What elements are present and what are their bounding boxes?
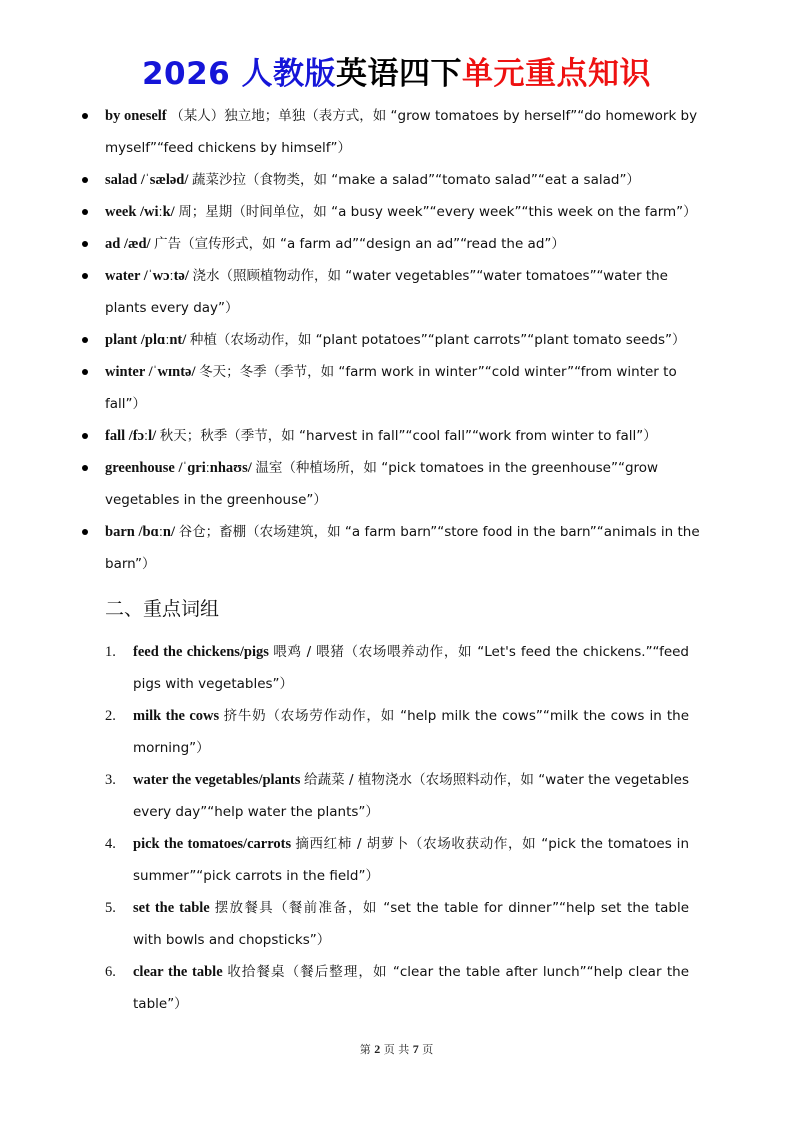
vocab-item (0, 228, 793, 260)
bullet-dot-icon (82, 433, 88, 439)
bullet-dot-icon (82, 465, 88, 471)
phrase-item (0, 636, 793, 700)
vocab-meaning: 冬天；冬季 (199, 364, 267, 380)
page-title (0, 52, 793, 96)
phrase-term: feed the chickens/pigs (133, 644, 269, 660)
phrase-term: clear the table (133, 964, 223, 980)
bullet-dot-icon (82, 177, 88, 183)
footer-suffix: 页 (422, 1043, 434, 1056)
phrase-number: 2. (105, 708, 116, 724)
vocab-meaning: 温室 (255, 460, 283, 476)
vocab-meaning: （某人）独立地；单独 (170, 108, 306, 124)
vocab-meaning: 种植 (189, 332, 217, 348)
vocab-meaning: 谷仓；畜棚 (178, 524, 247, 540)
section-heading: 二、重点词组 (105, 598, 220, 620)
vocab-description: （农场动作，如 “plant potatoes”“plant carrots”“plant tomato seeds”） (216, 332, 686, 348)
vocab-meaning: 秋天；秋季 (159, 428, 228, 444)
phrase-item (0, 956, 793, 1020)
vocab-description: （食物类，如 “make a salad”“tomato salad”“eat a salad”） (246, 172, 640, 188)
vocab-item (0, 516, 793, 580)
vocab-description: （宣传形式，如 “a farm ad”“design an ad”“read the ad”） (181, 236, 565, 252)
phrase-description: （农场照料动作，如 “water the vegetables every day”“help water the plants”） (133, 772, 689, 820)
vocab-item (0, 196, 793, 228)
vocab-item (0, 324, 793, 356)
vocab-description: （农场建筑，如 “a farm barn”“store food in the barn”“animals in the barn”） (105, 524, 700, 572)
bullet-dot-icon (82, 337, 88, 343)
vocab-description: （季节，如 “harvest in fall”“cool fall”“work from winter to fall”） (227, 428, 657, 444)
vocab-meaning: 浇水 (192, 268, 220, 284)
vocab-description: （照顾植物动作，如 “water vegetables”“water tomatoes”“water the plants every day”） (105, 268, 668, 316)
vocab-description: （季节，如 “farm work in winter”“cold winter”“from winter to fall”） (105, 364, 677, 412)
bullet-dot-icon (82, 369, 88, 375)
footer-prefix: 第 (359, 1043, 371, 1056)
phrase-meaning: 收拾餐桌 (227, 964, 286, 980)
phrase-term: water the vegetables/plants (133, 772, 301, 788)
vocab-term: barn /bɑːn/ (105, 524, 175, 540)
vocab-term: winter /ˈwɪntə/ (105, 364, 196, 380)
phrase-item (0, 892, 793, 956)
bullet-dot-icon (82, 273, 88, 279)
vocabulary-list (0, 100, 793, 580)
phrase-item (0, 828, 793, 892)
phrase-item (0, 764, 793, 828)
vocab-meaning: 蔬菜沙拉 (192, 172, 247, 188)
phrase-number: 3. (105, 772, 116, 788)
phrase-term: pick the tomatoes/carrots (133, 836, 292, 852)
phrase-list (0, 636, 793, 1020)
bullet-dot-icon (82, 113, 88, 119)
phrase-number: 1. (105, 644, 116, 660)
footer-middle: 页 共 (383, 1043, 410, 1056)
phrase-description: （餐前准备，如 “set the table for dinner”“help set the table with bowls and chopsticks”） (133, 900, 690, 948)
bullet-dot-icon (82, 241, 88, 247)
phrase-meaning: 挤牛奶 (223, 708, 267, 724)
vocab-item (0, 356, 793, 420)
phrase-meaning: 给蔬菜 / 植物浇水 (304, 772, 413, 788)
bullet-dot-icon (82, 209, 88, 215)
footer-page-number: 2 (374, 1042, 381, 1056)
phrase-meaning: 喂鸡 / 喂猪 (273, 644, 345, 660)
phrase-description: （农场喂养动作，如 “Let's feed the chickens.”“feed pigs with vegetables”） (133, 644, 690, 692)
vocab-item (0, 260, 793, 324)
vocab-term: week /wiːk/ (105, 204, 175, 220)
vocab-description: （时间单位，如 “a busy week”“every week”“this week on the farm”） (232, 204, 697, 220)
vocab-meaning: 周；星期 (178, 204, 233, 220)
title-part-subject: 英语四下 (336, 56, 463, 92)
phrase-item (0, 700, 793, 764)
title-part-topic: 单元重点知识 (462, 56, 652, 92)
phrase-description: （农场收获动作，如 “pick the tomatoes in summer”“pick carrots in the field”） (133, 836, 689, 884)
phrase-meaning: 摘西红柿 / 胡萝卜 (295, 836, 409, 852)
phrase-term: set the table (133, 900, 210, 916)
page-footer (0, 1041, 793, 1057)
vocab-term: by oneself (105, 108, 167, 124)
vocab-item (0, 452, 793, 516)
vocab-term: water /ˈwɔːtə/ (105, 268, 189, 284)
title-part-year: 2026 人教版 (141, 56, 337, 92)
vocab-description: （表方式，如 “grow tomatoes by herself”“do homework by myself”“feed chickens by himself”） (105, 108, 698, 156)
phrase-number: 4. (105, 836, 116, 852)
vocab-term: greenhouse /ˈɡriːnhaʊs/ (105, 460, 252, 476)
vocab-term: fall /fɔːl/ (105, 428, 157, 444)
phrase-number: 5. (105, 900, 116, 916)
footer-total-pages: 7 (412, 1042, 419, 1056)
vocab-meaning: 广告 (154, 236, 182, 252)
phrase-meaning: 摆放餐具 (214, 900, 274, 916)
phrase-term: milk the cows (133, 708, 220, 724)
vocab-item (0, 100, 793, 164)
vocab-term: ad /æd/ (105, 236, 151, 252)
phrase-description: （餐后整理，如 “clear the table after lunch”“help clear the table”） (133, 964, 690, 1012)
vocab-item (0, 164, 793, 196)
vocab-term: plant /plɑːnt/ (105, 332, 187, 348)
bullet-dot-icon (82, 529, 88, 535)
vocab-description: （种植场所，如 “pick tomatoes in the greenhouse”“grow vegetables in the greenhouse”） (105, 460, 659, 508)
phrase-number: 6. (105, 964, 116, 980)
phrase-description: （农场劳作动作，如 “help milk the cows”“milk the cows in the morning”） (133, 708, 690, 756)
vocab-item (0, 420, 793, 452)
vocab-term: salad /ˈsæləd/ (105, 172, 189, 188)
